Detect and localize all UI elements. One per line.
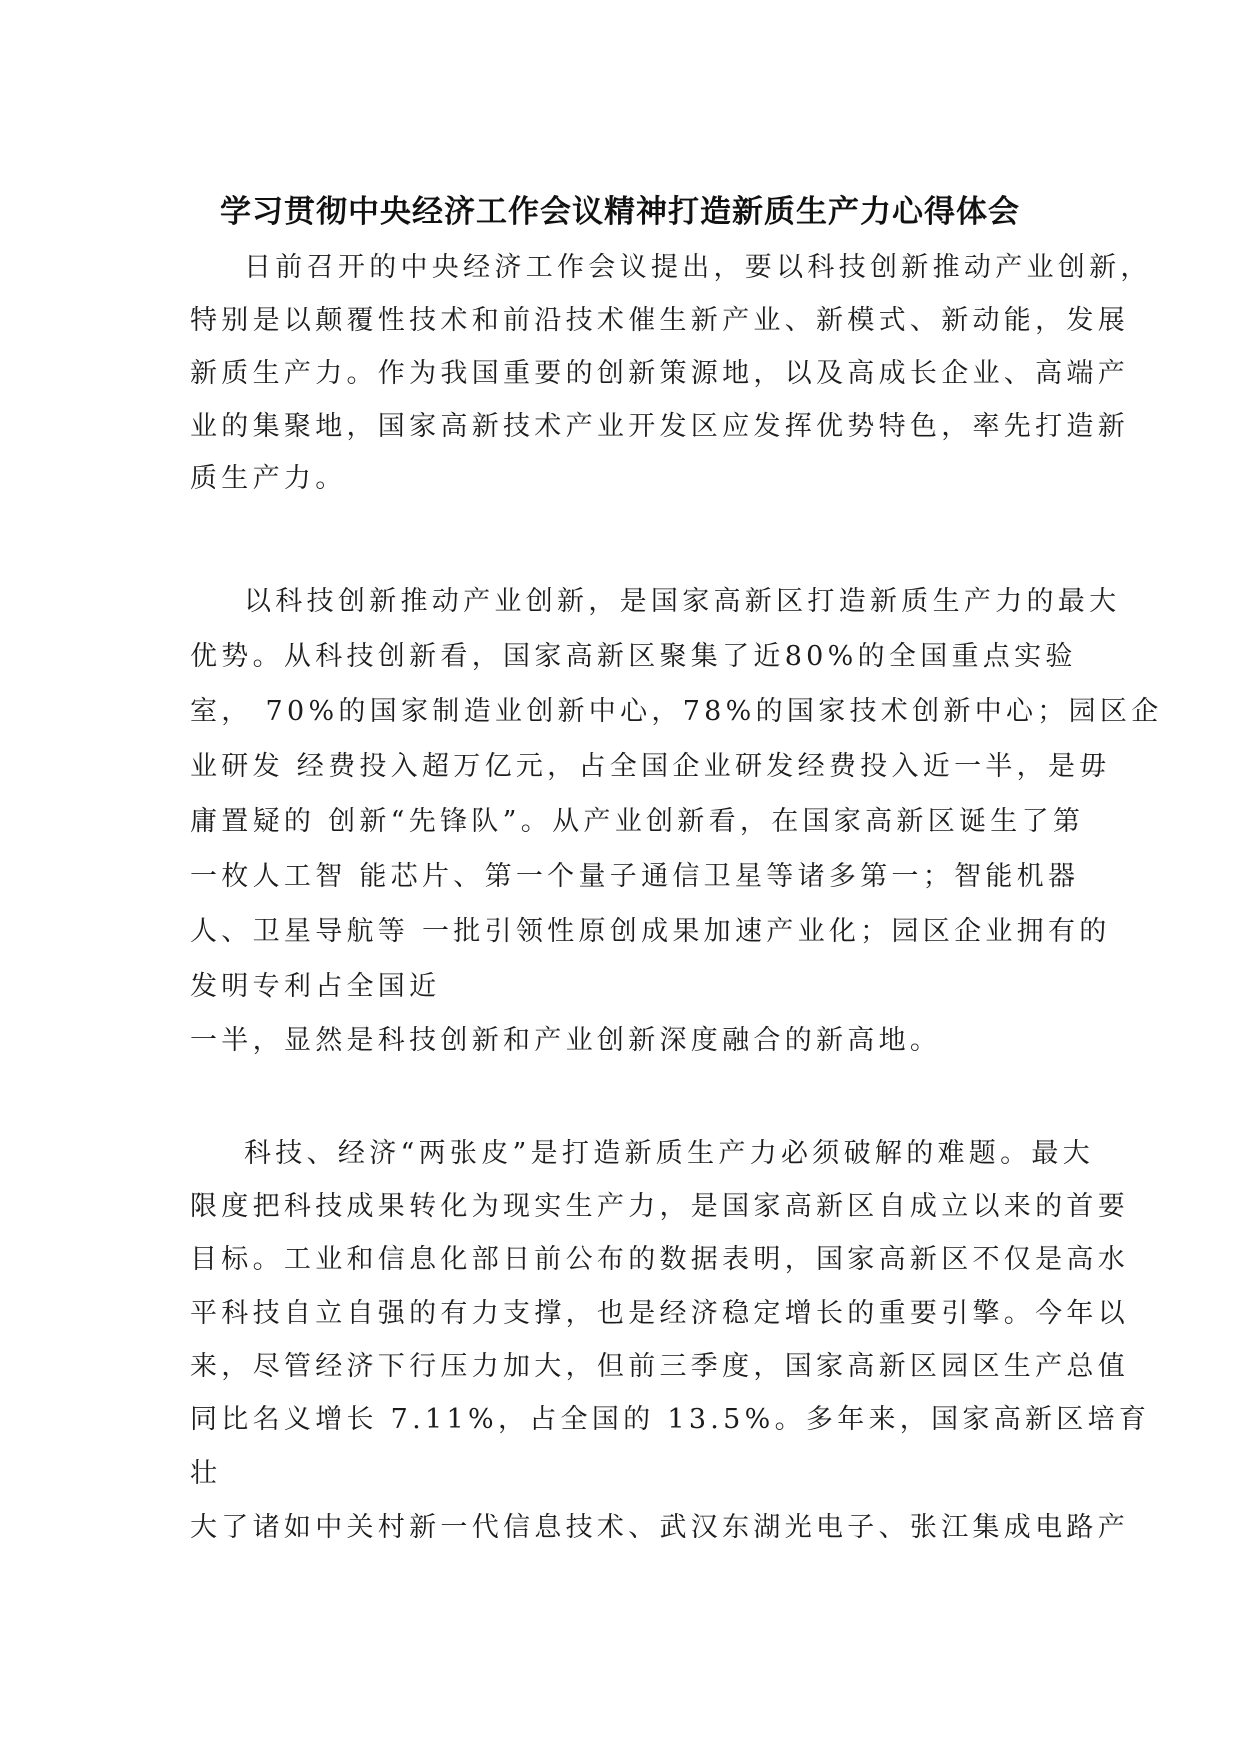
paragraph-2-line-8: 发明专利占全国近 (190, 971, 441, 1002)
paragraph-3-line-1: 科技、经济“两张皮”是打造新质生产力必须破解的难题。最大 (244, 1138, 1095, 1169)
paragraph-3-line-8: 大了诸如中关村新一代信息技术、武汉东湖光电子、张江集成电路产 (190, 1512, 1129, 1543)
paragraph-1-line-3: 新质生产力。作为我国重要的创新策源地，以及高成长企业、高端产 (190, 358, 1129, 389)
paragraph-2-line-3: 室， 70%的国家制造业创新中心，78%的国家技术创新中心；园区企 (190, 696, 1163, 727)
paragraph-2-line-9: 一半，显然是科技创新和产业创新深度融合的新高地。 (190, 1025, 942, 1056)
paragraph-3-line-5: 来，尽管经济下行压力加大，但前三季度，国家高新区园区生产总值 (190, 1351, 1129, 1382)
paragraph-1-line-1: 日前召开的中央经济工作会议提出，要以科技创新推动产业创新， (244, 252, 1152, 283)
paragraph-3-line-6: 同比名义增长 7.11%，占全国的 13.5%。多年来，国家高新区培育 (190, 1404, 1151, 1435)
document-title: 学习贯彻中央经济工作会议精神打造新质生产力心得体会 (220, 194, 1020, 230)
paragraph-2-line-7: 人、卫星导航等 一批引领性原创成果加速产业化；园区企业拥有的 (190, 916, 1111, 947)
paragraph-3-line-2: 限度把科技成果转化为现实生产力，是国家高新区自成立以来的首要 (190, 1191, 1129, 1222)
paragraph-3-line-4: 平科技自立自强的有力支撑，也是经济稳定增长的重要引擎。今年以 (190, 1298, 1129, 1329)
paragraph-1-line-2: 特别是以颠覆性技术和前沿技术催生新产业、新模式、新动能，发展 (190, 305, 1129, 336)
paragraph-2-line-4: 业研发 经费投入超万亿元，占全国企业研发经费投入近一半，是毋 (190, 751, 1111, 782)
paragraph-2-line-2: 优势。从科技创新看，国家高新区聚集了近80%的全国重点实验 (190, 641, 1077, 672)
paragraph-3-line-7: 壮 (190, 1458, 222, 1489)
paragraph-1-line-5: 质生产力。 (190, 463, 347, 494)
paragraph-2-line-5: 庸置疑的 创新“先锋队”。从产业创新看，在国家高新区诞生了第 (190, 806, 1085, 837)
paragraph-1-line-4: 业的集聚地，国家高新技术产业开发区应发挥优势特色，率先打造新 (190, 411, 1129, 442)
paragraph-3-line-3: 目标。工业和信息化部日前公布的数据表明，国家高新区不仅是高水 (190, 1244, 1129, 1275)
paragraph-2-line-6: 一枚人工智 能芯片、第一个量子通信卫星等诸多第一；智能机器 (190, 861, 1080, 892)
paragraph-2-line-1: 以科技创新推动产业创新，是国家高新区打造新质生产力的最大 (244, 586, 1121, 617)
